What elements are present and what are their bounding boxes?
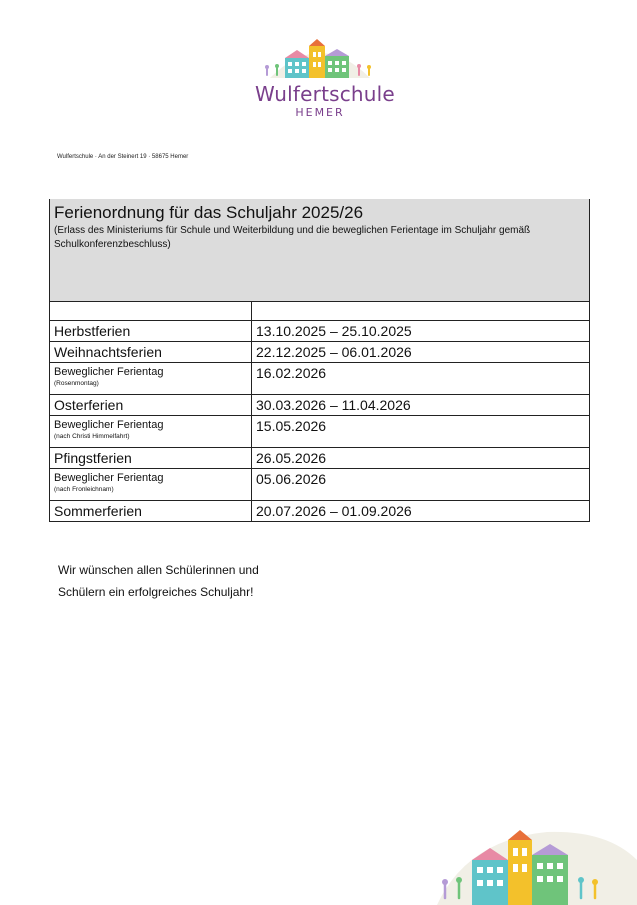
holiday-date: 30.03.2026 – 11.04.2026 — [252, 395, 590, 416]
school-buildings-icon — [255, 36, 385, 82]
holiday-label: Beweglicher Ferientag — [54, 366, 164, 378]
holiday-note: (nach Fronleichnam) — [54, 486, 114, 493]
closing-wish — [58, 559, 259, 603]
holiday-note: (nach Christi Himmelfahrt) — [54, 433, 130, 440]
holiday-label-cell — [50, 469, 252, 501]
footer-buildings-icon — [437, 820, 637, 905]
holiday-date: 05.06.2026 — [252, 469, 590, 501]
holiday-label-cell — [50, 416, 252, 448]
sender-address: Wulfertschule · An der Steinert 19 · 58675 Hemer — [57, 154, 189, 160]
table-row — [50, 469, 590, 501]
blank-cell — [50, 302, 252, 321]
holiday-note: (Rosenmontag) — [54, 380, 99, 387]
holiday-label: Osterferien — [50, 395, 252, 416]
table-header-row — [50, 199, 590, 302]
holiday-date: 26.05.2026 — [252, 448, 590, 469]
table-row — [50, 395, 590, 416]
blank-cell — [252, 302, 590, 321]
school-logo — [255, 36, 395, 124]
table-row — [50, 363, 590, 395]
table-row — [50, 501, 590, 522]
holiday-label: Herbstferien — [50, 321, 252, 342]
holiday-date: 20.07.2026 – 01.09.2026 — [252, 501, 590, 522]
table-header-cell — [50, 199, 590, 302]
logo-city: HEMER — [295, 106, 345, 119]
table-title: Ferienordnung für das Schuljahr 2025/26 — [54, 203, 364, 222]
table-row — [50, 448, 590, 469]
table-row — [50, 321, 590, 342]
holiday-date: 13.10.2025 – 25.10.2025 — [252, 321, 590, 342]
holiday-label: Sommerferien — [50, 501, 252, 522]
holiday-label: Pfingstferien — [50, 448, 252, 469]
closing-wish-line: Wir wünschen allen Schülerinnen und — [58, 563, 259, 577]
holiday-label: Beweglicher Ferientag — [54, 472, 164, 484]
table-row — [50, 416, 590, 448]
table-subtitle: (Erlass des Ministeriums für Schule und Weiterbildung und die beweglichen Ferientage im Schuljahr gemäß Schulkonferenzbeschluss) — [54, 225, 531, 250]
table-row — [50, 342, 590, 363]
logo-school-name: Wulfertschule — [255, 82, 395, 106]
holiday-date: 22.12.2025 – 06.01.2026 — [252, 342, 590, 363]
holiday-label: Weihnachtsferien — [50, 342, 252, 363]
holiday-label-cell — [50, 363, 252, 395]
table-blank-row — [50, 302, 590, 321]
closing-wish-line: Schülern ein erfolgreiches Schuljahr! — [58, 585, 254, 599]
holiday-date: 15.05.2026 — [252, 416, 590, 448]
holiday-table — [49, 199, 590, 522]
holiday-date: 16.02.2026 — [252, 363, 590, 395]
holiday-label: Beweglicher Ferientag — [54, 419, 164, 431]
